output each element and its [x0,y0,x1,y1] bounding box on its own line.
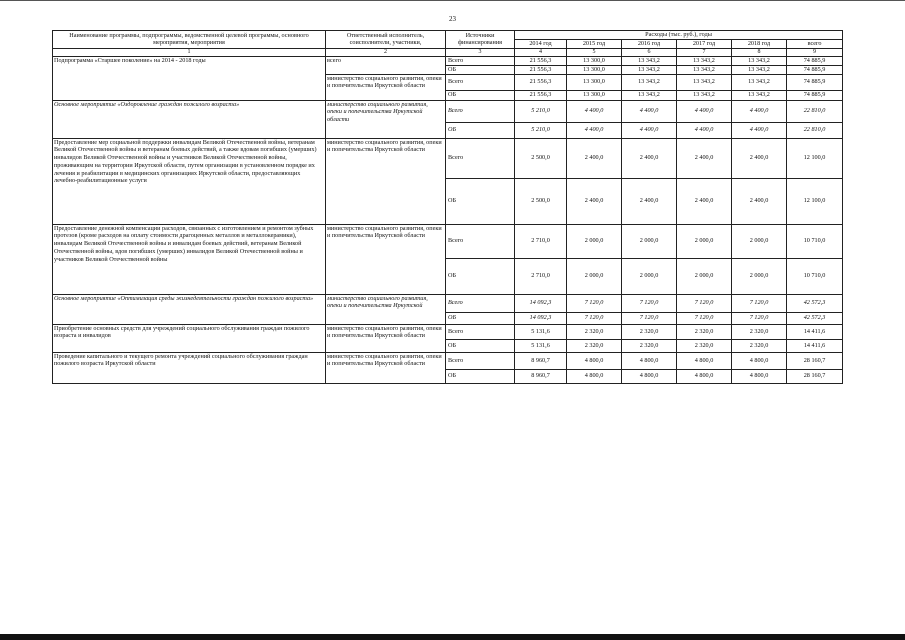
value-cell: 13 343,2 [622,57,677,66]
value-cell: 2 400,0 [677,178,732,224]
value-cell: 4 400,0 [732,100,787,122]
value-cell: 2 000,0 [622,258,677,294]
table-row [53,294,843,312]
table-row [53,100,843,122]
page-number: 23 [449,15,456,23]
value-cell: 13 343,2 [677,57,732,66]
executor-cell: министерство социального развития, опеки и попечительства Иркутской [326,294,446,324]
value-cell: 28 160,7 [787,352,843,369]
value-cell: 2 400,0 [732,138,787,178]
executor-cell: министерство социального развития, опеки и попечительства Иркутской области [326,224,446,294]
value-cell: 7 120,0 [677,294,732,312]
value-cell: 13 343,2 [732,65,787,74]
value-cell: 21 556,3 [515,74,567,90]
value-cell: 2 000,0 [677,224,732,258]
value-cell: 2 500,0 [515,178,567,224]
value-cell: 2 320,0 [732,339,787,352]
year-2017: 2017 год [677,39,732,48]
source-cell: Всего [446,324,515,339]
value-cell: 42 572,3 [787,312,843,324]
value-cell: 4 400,0 [567,100,622,122]
value-cell: 74 885,9 [787,74,843,90]
value-cell: 13 300,0 [567,65,622,74]
value-cell: 2 710,0 [515,224,567,258]
executor-cell: министерство социального развития, опеки и попечительства Иркутской области [326,324,446,352]
activity-name: Предоставление денежной компенсации расходов, связанных с изготовлением и ремонтом зубных протезов (кроме расходов на оплату стоимости драгоценных металлов и металлокерамики), инвалидам Великой Отечественной войны и инвалидам боевых действий, ветеранам Великой Отечественной войны, вдов погибших (умерших) инвалидов Великой Отечественной войны и участников Великой Отечественной войны [53,224,326,294]
source-cell: Всего [446,138,515,178]
value-cell: 7 120,0 [732,294,787,312]
value-cell: 13 343,2 [732,57,787,66]
value-cell: 74 885,9 [787,90,843,100]
value-cell: 7 120,0 [732,312,787,324]
activity-name: Проведение капитального и текущего ремонта учреждений социального обслуживания граждан пожилого возраста Иркутской области [53,352,326,383]
col-index: 4 [515,48,567,57]
value-cell: 7 120,0 [567,312,622,324]
col-index: 6 [622,48,677,57]
value-cell: 2 000,0 [732,258,787,294]
col-index: 8 [732,48,787,57]
value-cell: 42 572,3 [787,294,843,312]
executor-cell: министерство социального развития, опеки и попечительства Иркутской области [326,74,446,100]
source-cell: ОБ [446,65,515,74]
year-2018: 2018 год [732,39,787,48]
value-cell: 13 343,2 [622,74,677,90]
col-index: 3 [446,48,515,57]
value-cell: 2 320,0 [567,324,622,339]
value-cell: 14 092,3 [515,294,567,312]
value-cell: 5 131,6 [515,324,567,339]
value-cell: 21 556,3 [515,90,567,100]
value-cell: 4 800,0 [677,369,732,383]
value-cell: 13 300,0 [567,74,622,90]
expenditure-table [52,30,843,384]
value-cell: 74 885,9 [787,57,843,66]
value-cell: 12 100,0 [787,178,843,224]
year-2014: 2014 год [515,39,567,48]
value-cell: 4 800,0 [622,369,677,383]
value-cell: 28 160,7 [787,369,843,383]
value-cell: 2 000,0 [732,224,787,258]
table-row [53,352,843,369]
activity-name: Приобретение основных средств для учреждений социального обслуживания граждан пожилого возраста и инвалидов [53,324,326,352]
source-cell: ОБ [446,122,515,138]
value-cell: 2 400,0 [567,178,622,224]
value-cell: 13 343,2 [677,90,732,100]
value-cell: 5 210,0 [515,122,567,138]
col-index: 2 [326,48,446,57]
main-activity-name: Основное мероприятие «Оздоровление граждан пожилого возраста» [53,100,326,138]
header-expenses: Расходы (тыс. руб.), годы [515,31,843,40]
year-total: всего [787,39,843,48]
value-cell: 13 343,2 [622,90,677,100]
header-name: Наименование программы, подпрограммы, ведомственной целевой программы, основного мероприятия, мероприятия [53,31,326,49]
value-cell: 4 800,0 [622,352,677,369]
main-activity-name: Основное мероприятие «Оптимизация среды жизнедеятельности граждан пожилого возраста» [53,294,326,324]
scan-top-edge [0,0,905,1]
value-cell: 14 411,6 [787,324,843,339]
source-cell: Всего [446,224,515,258]
value-cell: 22 810,0 [787,100,843,122]
value-cell: 5 131,6 [515,339,567,352]
table-row [53,324,843,339]
value-cell: 12 100,0 [787,138,843,178]
value-cell: 14 411,6 [787,339,843,352]
value-cell: 2 500,0 [515,138,567,178]
source-cell: ОБ [446,178,515,224]
value-cell: 21 556,3 [515,57,567,66]
value-cell: 2 400,0 [677,138,732,178]
value-cell: 2 710,0 [515,258,567,294]
value-cell: 2 000,0 [622,224,677,258]
value-cell: 8 960,7 [515,352,567,369]
table-row [53,138,843,178]
value-cell: 7 120,0 [622,294,677,312]
col-index: 5 [567,48,622,57]
value-cell: 4 400,0 [622,100,677,122]
executor-cell: всего [326,57,446,75]
header-executor: Ответственный исполнитель, соисполнители, участники, [326,31,446,49]
value-cell: 4 800,0 [732,352,787,369]
value-cell: 4 400,0 [677,122,732,138]
value-cell: 4 400,0 [567,122,622,138]
header-source: Источники финансирования [446,31,515,49]
header-row [53,31,843,40]
col-index: 9 [787,48,843,57]
source-cell: Всего [446,74,515,90]
value-cell: 10 710,0 [787,224,843,258]
column-index-row [53,48,843,57]
value-cell: 7 120,0 [622,312,677,324]
value-cell: 21 556,3 [515,65,567,74]
value-cell: 4 800,0 [677,352,732,369]
col-index: 1 [53,48,326,57]
value-cell: 4 400,0 [677,100,732,122]
executor-cell: министерство социального развития, опеки и попечительства Иркутской области [326,138,446,224]
table-row [53,224,843,258]
source-cell: ОБ [446,369,515,383]
value-cell: 2 320,0 [677,324,732,339]
year-2016: 2016 год [622,39,677,48]
value-cell: 2 320,0 [677,339,732,352]
source-cell: ОБ [446,258,515,294]
value-cell: 22 810,0 [787,122,843,138]
value-cell: 13 343,2 [622,65,677,74]
value-cell: 10 710,0 [787,258,843,294]
value-cell: 2 320,0 [622,324,677,339]
value-cell: 13 343,2 [732,90,787,100]
value-cell: 7 120,0 [567,294,622,312]
value-cell: 2 400,0 [732,178,787,224]
value-cell: 7 120,0 [677,312,732,324]
subprogram-name: Подпрограмма «Старшее поколение» на 2014 - 2018 годы [53,57,326,101]
value-cell: 13 300,0 [567,90,622,100]
value-cell: 14 092,3 [515,312,567,324]
value-cell: 4 400,0 [622,122,677,138]
value-cell: 8 960,7 [515,369,567,383]
value-cell: 2 000,0 [677,258,732,294]
year-2015: 2015 год [567,39,622,48]
value-cell: 2 400,0 [567,138,622,178]
value-cell: 2 000,0 [567,258,622,294]
executor-cell: министерство социального развития, опеки и попечительства Иркутской области [326,100,446,138]
value-cell: 2 400,0 [622,138,677,178]
source-cell: ОБ [446,312,515,324]
value-cell: 4 800,0 [732,369,787,383]
value-cell: 4 800,0 [567,352,622,369]
col-index: 7 [677,48,732,57]
table-row [53,57,843,66]
value-cell: 2 320,0 [622,339,677,352]
source-cell: Всего [446,57,515,66]
value-cell: 13 300,0 [567,57,622,66]
source-cell: Всего [446,100,515,122]
value-cell: 74 885,9 [787,65,843,74]
source-cell: Всего [446,352,515,369]
value-cell: 2 000,0 [567,224,622,258]
value-cell: 13 343,2 [677,74,732,90]
value-cell: 4 400,0 [732,122,787,138]
value-cell: 4 800,0 [567,369,622,383]
value-cell: 5 210,0 [515,100,567,122]
value-cell: 2 400,0 [622,178,677,224]
value-cell: 13 343,2 [732,74,787,90]
activity-name: Предоставление мер социальной поддержки инвалидам Великой Отечественной войны, ветеранам Великой Отечественной войны и ветеранам боевых действий, а также вдовам погибших (умерших) инвалидов Великой Отечественной войны и участников Великой Отечественной войны, проживающим на территории Иркутской области, путем организации в установленном порядке их лечения и реабилитации в медицинских организациях Иркутской области, предоставляющих лечебно-реабилитационные услуги [53,138,326,224]
value-cell: 2 320,0 [567,339,622,352]
value-cell: 13 343,2 [677,65,732,74]
scan-bottom-edge [0,634,905,640]
source-cell: ОБ [446,339,515,352]
value-cell: 2 320,0 [732,324,787,339]
source-cell: Всего [446,294,515,312]
executor-cell: министерство социального развития, опеки и попечительства Иркутской области [326,352,446,383]
source-cell: ОБ [446,90,515,100]
